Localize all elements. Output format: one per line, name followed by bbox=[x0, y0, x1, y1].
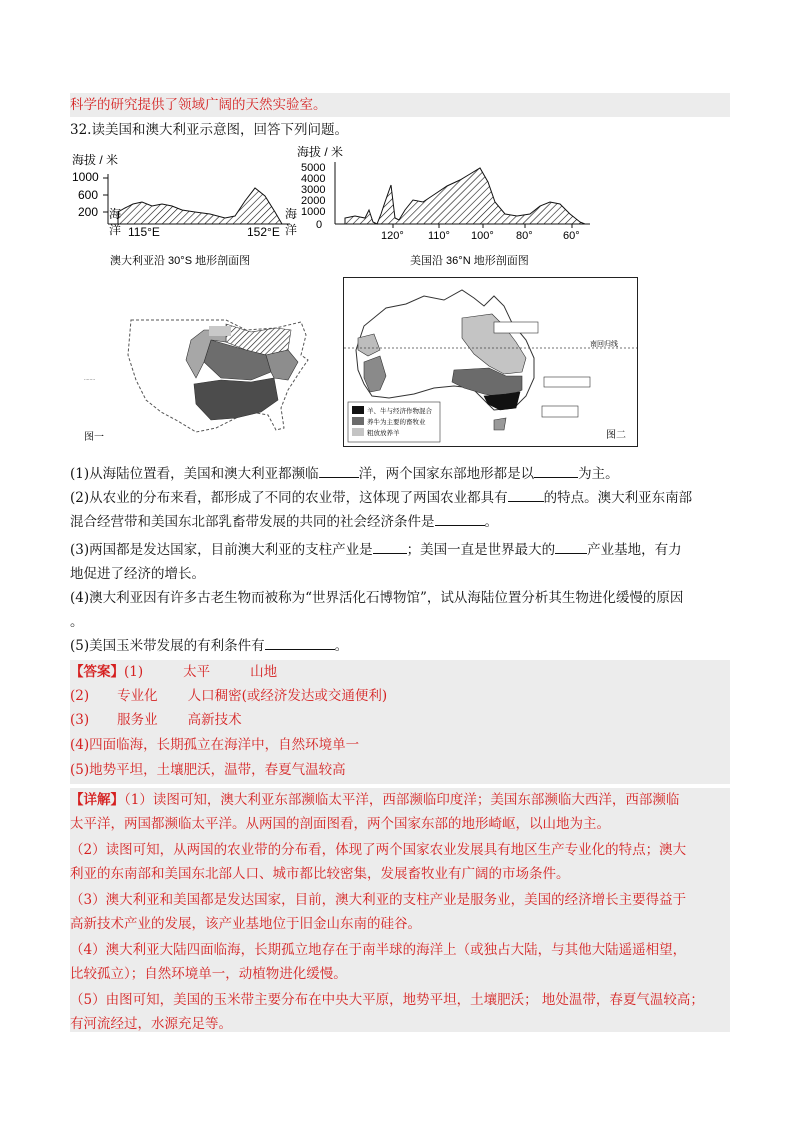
q3-blank-a[interactable] bbox=[373, 539, 407, 554]
q4-cont-text: 。 bbox=[70, 614, 84, 630]
aus-terrain bbox=[118, 188, 282, 224]
detail-text: （4）澳大利亚大陆四面临海，长期孤立地存在于南半球的海洋上（或独占大陆，与其他大陆遥遥相望， bbox=[70, 942, 687, 958]
detail-text: （3）澳大利亚和美国都是发达国家，目前，澳大利亚的支柱产业是服务业，美国的经济增长主要得益于 bbox=[70, 892, 687, 908]
detail-line-5 bbox=[70, 888, 686, 912]
us-agriculture-map bbox=[76, 300, 336, 450]
answer-5: (5)地势平坦，土壤肥沃，温带，春夏气温较高 bbox=[70, 762, 346, 778]
aus-sea-right: 海 bbox=[285, 207, 298, 221]
detail-text: （2）读图可知，从两国的农业带的分布看，体现了两个国家农业发展具有地区生产专业化的特点；澳大 bbox=[70, 842, 687, 858]
us-y-tick: 1000 bbox=[301, 206, 326, 218]
tasmania bbox=[494, 418, 506, 430]
q3-cont-text: 地促进了经济的增长。 bbox=[70, 566, 205, 582]
question-3 bbox=[70, 538, 682, 562]
answer-line-3 bbox=[70, 708, 242, 732]
answer-line-5 bbox=[70, 758, 346, 782]
us-y-tick: 2000 bbox=[301, 195, 326, 207]
answer-2-b: 人口稠密(或经济发达或交通便利) bbox=[187, 688, 388, 704]
answer-line-2 bbox=[70, 684, 387, 708]
answer-3-b: 高新技术 bbox=[187, 712, 242, 728]
aus-y-tick: 600 bbox=[78, 188, 99, 202]
q1-text-a: (1)从海陆位置看，美国和澳大利亚都濒临 bbox=[70, 466, 319, 482]
question-4 bbox=[70, 586, 683, 610]
legend-extensive: 粗放放养羊 bbox=[367, 430, 400, 437]
aus-sea-left-2: 洋 bbox=[109, 223, 122, 237]
detail-text: 利亚的东南部和美国东北部人口、城市都比较密集，发展畜牧业有广阔的市场条件。 bbox=[70, 866, 570, 882]
australia-profile-figure bbox=[70, 146, 305, 276]
question-2-cont bbox=[70, 510, 498, 534]
answer-line-1 bbox=[70, 660, 277, 684]
legend-mixed: 羊、牛与经济作物混合 bbox=[367, 408, 432, 415]
detail-line-7 bbox=[70, 938, 686, 962]
aus-x-tick: 152°E bbox=[247, 225, 280, 239]
legend-cattle: 养牛为主要的畜牧业 bbox=[367, 419, 426, 426]
q3-text-b: ；美国一直是世界最大的 bbox=[406, 542, 556, 558]
detail-text: 比较孤立）；自然环境单一，动植物进化缓慢。 bbox=[70, 966, 347, 982]
us-y-tick: 3000 bbox=[301, 184, 326, 196]
us-x-tick: 120° bbox=[381, 230, 404, 242]
q1-text-b: 洋，两个国家东部地形都是以 bbox=[358, 466, 535, 482]
tropic-label: 南回归线 bbox=[590, 341, 618, 348]
us-x-tick: 80° bbox=[516, 230, 533, 242]
question-5 bbox=[70, 634, 348, 658]
answer-2-a: 专业化 bbox=[117, 688, 158, 704]
aus-y-label: 海拔 / 米 bbox=[72, 153, 119, 167]
q5-text: (5)美国玉米带发展的有利条件有 bbox=[70, 638, 265, 654]
intro-tail: 科学的研究提供了领域广阔的天然实验室。 bbox=[70, 93, 730, 117]
aus-sea-right-2: 洋 bbox=[285, 223, 298, 237]
answer-3-a: 服务业 bbox=[117, 712, 158, 728]
us-x-tick: 110° bbox=[428, 230, 450, 242]
us-x-tick: 60° bbox=[563, 230, 580, 242]
us-y-tick: 4000 bbox=[301, 173, 326, 185]
detail-line-2 bbox=[70, 812, 610, 836]
q3-blank-b[interactable] bbox=[555, 539, 587, 554]
us-terrain bbox=[345, 168, 585, 224]
detail-tag: 【详解】 bbox=[70, 792, 124, 808]
question-text: 读美国和澳大利亚示意图，回答下列问题。 bbox=[91, 122, 348, 138]
question-stem bbox=[70, 118, 348, 142]
answer-1-b: 山地 bbox=[250, 664, 278, 680]
detail-text: 有河流经过，水源充足等。 bbox=[70, 1016, 232, 1032]
q2-blank-b[interactable] bbox=[435, 511, 485, 526]
q2-blank-a[interactable] bbox=[508, 487, 544, 502]
detail-line-3 bbox=[70, 838, 686, 862]
answer-2-num: (2) bbox=[70, 688, 90, 704]
answer-1-a: 太平 bbox=[183, 664, 211, 680]
answer-line-4 bbox=[70, 733, 359, 757]
us-x-tick: 100° bbox=[471, 230, 494, 242]
map1-note: ........ bbox=[84, 376, 96, 382]
question-number: 32. bbox=[70, 122, 92, 138]
us-caption: 美国沿 36°N 地形剖面图 bbox=[410, 255, 529, 267]
detail-text: 高新技术产业的发展，该产业基地位于旧金山东南的硅谷。 bbox=[70, 916, 421, 932]
aus-caption: 澳大利亚沿 30°S 地形剖面图 bbox=[110, 255, 251, 267]
q2-cont-end: 。 bbox=[484, 514, 498, 530]
detail-text: （5）由图可知，美国的玉米带主要分布在中央大平原，地势平坦，土壤肥沃； 地处温带，春夏气温较高； bbox=[70, 992, 704, 1008]
us-profile-figure bbox=[295, 140, 595, 276]
q1-blank-a[interactable] bbox=[319, 463, 359, 478]
question-1 bbox=[70, 462, 619, 486]
us-y-tick: 5000 bbox=[301, 162, 326, 174]
detail-line-6 bbox=[70, 912, 421, 936]
detail-line-10 bbox=[70, 1012, 232, 1036]
answer-1-num: (1) bbox=[124, 664, 144, 680]
detail-text: 太平洋，两国都濒临太平洋。从两国的剖面图看，两个国家东部的地形崎岖，以山地为主。 bbox=[70, 816, 610, 832]
q3-text-a: (3)两国都是发达国家，目前澳大利亚的支柱产业是 bbox=[70, 542, 373, 558]
q4-text: (4)澳大利亚因有许多古老生物而被称为“世界活化石博物馆”，试从海陆位置分析其生物进化缓慢的原因 bbox=[70, 590, 684, 606]
aus-y-tick: 1000 bbox=[72, 170, 99, 184]
map2-label: 图二 bbox=[606, 430, 626, 441]
q5-blank[interactable] bbox=[265, 635, 335, 650]
detail-line-8 bbox=[70, 962, 347, 986]
question-4-cont bbox=[70, 610, 84, 634]
question-2 bbox=[70, 486, 692, 510]
answer-tag: 【答案】 bbox=[70, 664, 124, 680]
detail-line-9 bbox=[70, 988, 704, 1012]
q5-end: 。 bbox=[334, 638, 349, 654]
q2-cont-text: 混合经营带和美国东北部乳畜带发展的共同的社会经济条件是 bbox=[70, 514, 435, 530]
q1-text-c: 为主。 bbox=[578, 466, 619, 482]
q3-text-c: 产业基地，有力 bbox=[587, 542, 682, 558]
q2-text-b: 的特点。澳大利亚东南部 bbox=[543, 490, 693, 506]
detail-block bbox=[70, 788, 730, 1032]
answer-3-num: (3) bbox=[70, 712, 90, 728]
answer-4: (4)四面临海，长期孤立在海洋中，自然环境单一 bbox=[70, 737, 360, 753]
map1-label: 图一 bbox=[84, 432, 104, 443]
question-3-cont bbox=[70, 562, 205, 586]
detail-line-1 bbox=[70, 788, 679, 812]
detail-text: （1）读图可知，澳大利亚东部濒临太平洋，西部濒临印度洋；美国东部濒临大西洋，西部濒临 bbox=[124, 792, 680, 808]
australia-agriculture-map bbox=[343, 277, 638, 447]
aus-sea-left: 海 bbox=[109, 207, 122, 221]
aus-y-tick: 200 bbox=[78, 205, 99, 219]
us-y-tick: 0 bbox=[316, 219, 323, 231]
us-y-label: 海拔 / 米 bbox=[297, 145, 344, 159]
answer-block bbox=[70, 660, 730, 784]
detail-line-4 bbox=[70, 862, 570, 886]
aus-x-tick: 115°E bbox=[128, 225, 160, 239]
q2-text-a: (2)从农业的分布来看，都形成了不同的农业带，这体现了两国农业都具有 bbox=[70, 490, 508, 506]
q1-blank-b[interactable] bbox=[534, 463, 578, 478]
